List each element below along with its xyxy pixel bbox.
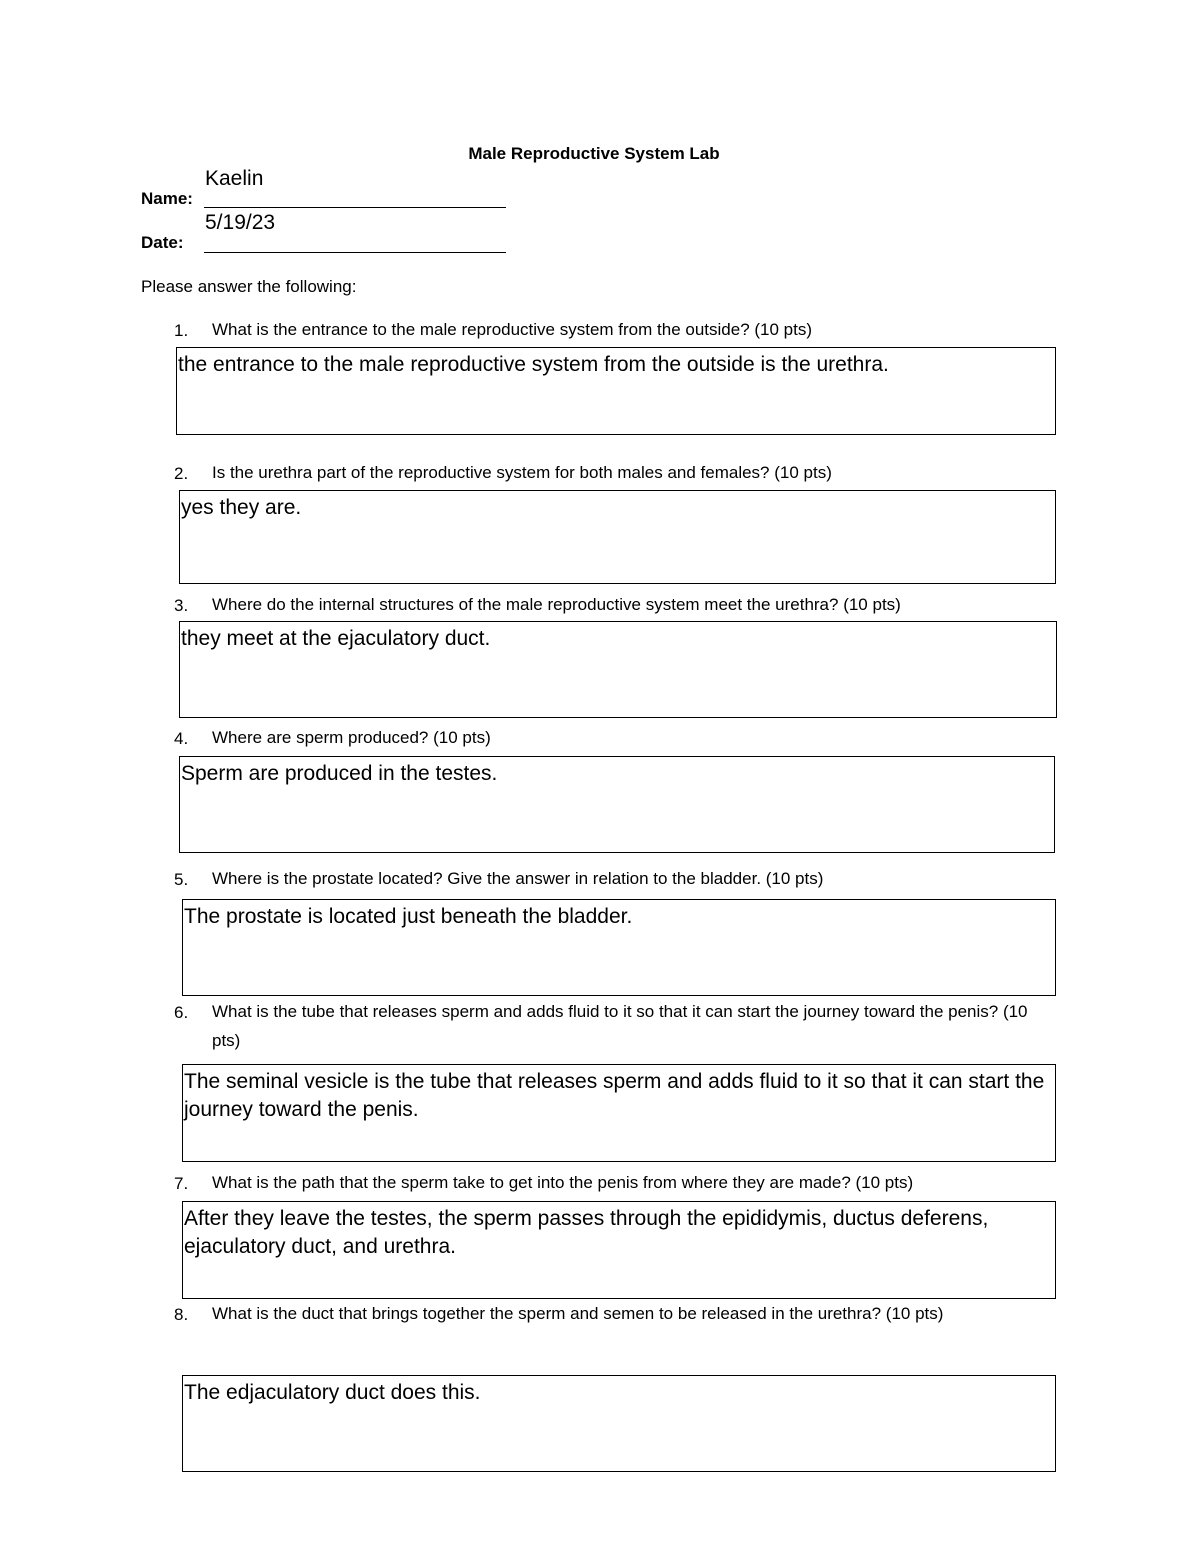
answer-box[interactable] [182, 1064, 1056, 1162]
answer-box[interactable] [176, 347, 1056, 435]
question-text: Where are sperm produced? (10 pts) [212, 728, 491, 747]
answer-text: After they leave the testes, the sperm passes through the epididymis, ductus deferens, ejaculatory duct, and urethra. [184, 1207, 989, 1258]
answer-box[interactable] [182, 899, 1056, 996]
answer-box[interactable] [179, 490, 1056, 584]
answer-box[interactable] [182, 1375, 1056, 1472]
name-underline [204, 207, 506, 208]
name-label: Name: [141, 189, 193, 208]
answer-box[interactable] [179, 756, 1055, 853]
question-text: What is the path that the sperm take to get into the penis from where they are made? (10 pts) [212, 1173, 914, 1192]
date-underline [204, 252, 506, 253]
question-text: What is the entrance to the male reproductive system from the outside? (10 pts) [212, 320, 813, 339]
date-value[interactable]: 5/19/23 [205, 211, 276, 234]
answer-text: Sperm are produced in the testes. [181, 762, 498, 785]
answer-text: The prostate is located just beneath the bladder. [184, 905, 633, 928]
question-number: 7. [174, 1174, 189, 1193]
question-text: Is the urethra part of the reproductive system for both males and females? (10 pts) [212, 463, 832, 482]
answer-text: The seminal vesicle is the tube that releases sperm and adds fluid to it so that it can start the journey toward the penis. [184, 1070, 1045, 1121]
question-number: 6. [174, 1003, 189, 1022]
answer-text: they meet at the ejaculatory duct. [181, 627, 491, 650]
date-label: Date: [141, 233, 184, 252]
question-number: 5. [174, 870, 189, 889]
answer-box[interactable] [182, 1201, 1056, 1299]
question-number: 4. [174, 729, 189, 748]
question-text: What is the duct that brings together the sperm and semen to be released in the urethra? (10 pts) [212, 1304, 944, 1323]
question-number: 3. [174, 596, 189, 615]
question-text: Where do the internal structures of the male reproductive system meet the urethra? (10 pts) [212, 595, 901, 614]
question-text: What is the tube that releases sperm and adds fluid to it so that it can start the journey toward the penis? (10 pts) [212, 1002, 1028, 1050]
answer-box[interactable] [179, 621, 1057, 718]
page-title: Male Reproductive System Lab [468, 144, 720, 163]
name-value[interactable]: Kaelin [205, 167, 264, 190]
answer-text: yes they are. [181, 496, 302, 519]
question-number: 2. [174, 464, 189, 483]
answer-text: the entrance to the male reproductive system from the outside is the urethra. [178, 353, 889, 376]
question-text: Where is the prostate located? Give the answer in relation to the bladder. (10 pts) [212, 869, 824, 888]
question-number: 8. [174, 1305, 189, 1324]
answer-text: The edjaculatory duct does this. [184, 1381, 481, 1404]
instructions: Please answer the following: [141, 277, 357, 296]
question-number: 1. [174, 321, 189, 340]
